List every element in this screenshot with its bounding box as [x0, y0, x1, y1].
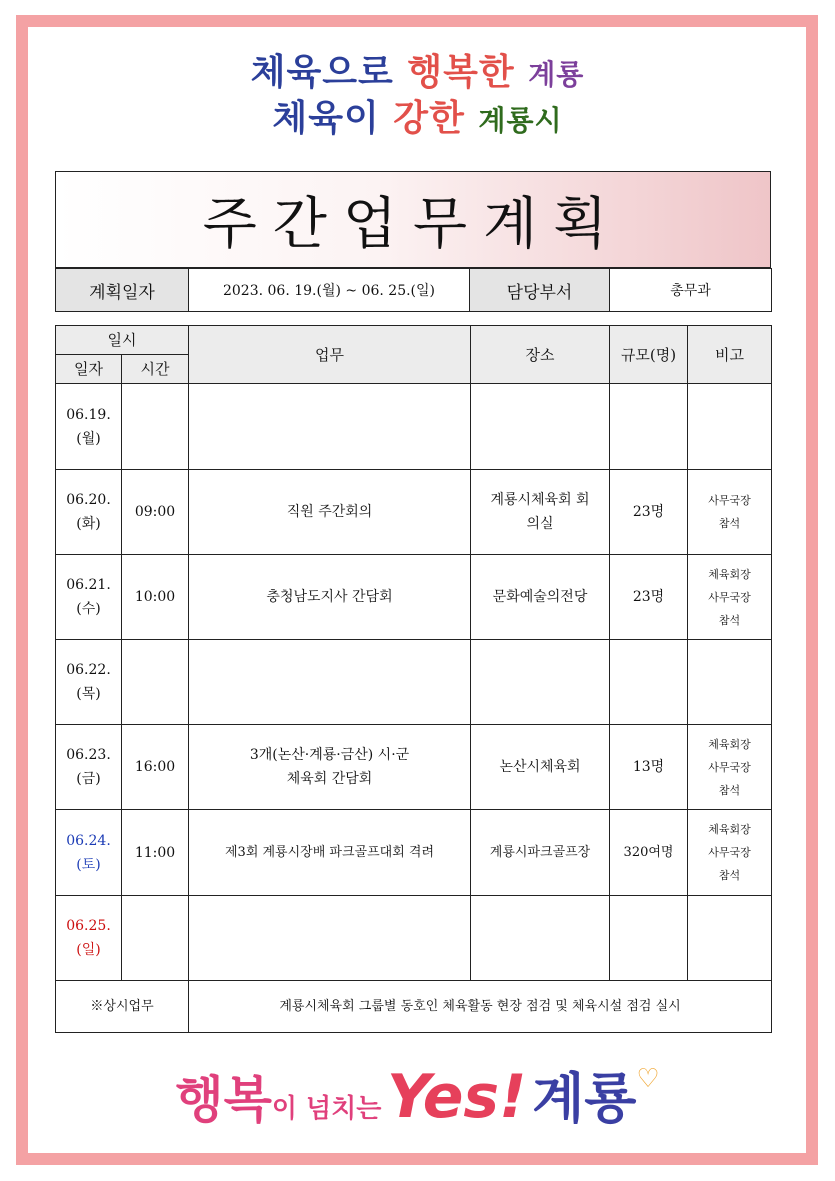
- row-note: 체육회장 사무국장 참석: [688, 810, 772, 896]
- table-row: [56, 470, 772, 555]
- slogan-text: 강한: [393, 98, 465, 139]
- table-row: [56, 555, 772, 640]
- table-row: [56, 896, 772, 981]
- slogan-line-2: [0, 90, 835, 141]
- footer-logo-text: Yes!: [387, 1062, 527, 1132]
- header-time: 시간: [122, 355, 189, 384]
- row-date: 06.21. (수): [56, 555, 122, 640]
- row-note: 체육회장 사무국장 참석: [688, 555, 772, 640]
- header-place: 장소: [471, 326, 610, 384]
- table-row: [56, 384, 772, 470]
- row-date: 06.25. (일): [56, 896, 122, 981]
- row-task: [189, 384, 471, 470]
- row-note: [688, 896, 772, 981]
- plan-date-value: 2023. 06. 19.(월) ~ 06. 25.(일): [189, 269, 470, 312]
- slogan-text: 계룡시: [478, 104, 563, 137]
- row-task: 충청남도지사 간담회: [189, 555, 471, 640]
- header-datetime: 일시: [56, 326, 189, 355]
- row-task: [189, 640, 471, 725]
- header-date: 일자: [56, 355, 122, 384]
- row-note: 사무국장 참석: [688, 470, 772, 555]
- slogan-line-1: [0, 44, 835, 95]
- row-scale: [610, 640, 688, 725]
- row-time: [122, 384, 189, 470]
- row-note: 체육회장 사무국장 참석: [688, 725, 772, 810]
- slogan-text: 계룡: [528, 58, 585, 91]
- row-scale: 23명: [610, 555, 688, 640]
- slogan-text: 행복한: [407, 52, 515, 93]
- row-place: 문화예술의전당: [471, 555, 610, 640]
- routine-label: ※상시업무: [56, 981, 189, 1033]
- header-note: 비고: [688, 326, 772, 384]
- row-task: 제3회 계룡시장배 파크골프대회 격려: [189, 810, 471, 896]
- row-place: [471, 896, 610, 981]
- plan-date-label: 계획일자: [56, 269, 189, 312]
- table-row: [56, 810, 772, 896]
- row-date: 06.24. (토): [56, 810, 122, 896]
- table-row: [56, 640, 772, 725]
- schedule-table: [55, 325, 772, 1033]
- slogan-text: 체육으로: [250, 52, 394, 93]
- header-task: 업무: [189, 326, 471, 384]
- document-title: 주간업무계획: [202, 191, 624, 257]
- dept-label: 담당부서: [470, 269, 610, 312]
- row-scale: [610, 384, 688, 470]
- row-note: [688, 384, 772, 470]
- row-scale: 23명: [610, 470, 688, 555]
- document-title-box: [55, 171, 771, 268]
- table-row: [56, 725, 772, 810]
- header-scale: 규모(명): [610, 326, 688, 384]
- row-note: [688, 640, 772, 725]
- routine-row: [56, 981, 772, 1033]
- row-date: 06.22. (목): [56, 640, 122, 725]
- row-scale: [610, 896, 688, 981]
- row-date: 06.20. (화): [56, 470, 122, 555]
- row-time: [122, 896, 189, 981]
- routine-value: 계룡시체육회 그룹별 동호인 체육활동 현장 점검 및 체육시설 점검 실시: [189, 981, 772, 1033]
- row-time: 11:00: [122, 810, 189, 896]
- row-place: [471, 384, 610, 470]
- row-place: 계룡시파크골프장: [471, 810, 610, 896]
- row-task: [189, 896, 471, 981]
- footer-logo-text: 행복: [175, 1071, 272, 1129]
- footer-logo-text: 이 넘치는: [271, 1094, 382, 1124]
- footer-logo: [0, 1056, 835, 1133]
- row-time: 10:00: [122, 555, 189, 640]
- row-place: 논산시체육회: [471, 725, 610, 810]
- slogan-text: 체육이: [272, 98, 380, 139]
- row-date: 06.23. (금): [56, 725, 122, 810]
- row-place: [471, 640, 610, 725]
- row-place: 계룡시체육회 회의실: [471, 470, 610, 555]
- row-date: 06.19. (월): [56, 384, 122, 470]
- plan-info-table: [55, 268, 772, 312]
- row-task: 3개(논산·계룡·금산) 시·군체육회 간담회: [189, 725, 471, 810]
- row-scale: 320여명: [610, 810, 688, 896]
- row-scale: 13명: [610, 725, 688, 810]
- heart-icon: ♡: [636, 1064, 660, 1094]
- row-time: 09:00: [122, 470, 189, 555]
- row-time: [122, 640, 189, 725]
- footer-logo-text: 계룡: [532, 1067, 637, 1130]
- row-time: 16:00: [122, 725, 189, 810]
- row-task: 직원 주간회의: [189, 470, 471, 555]
- dept-value: 총무과: [610, 269, 772, 312]
